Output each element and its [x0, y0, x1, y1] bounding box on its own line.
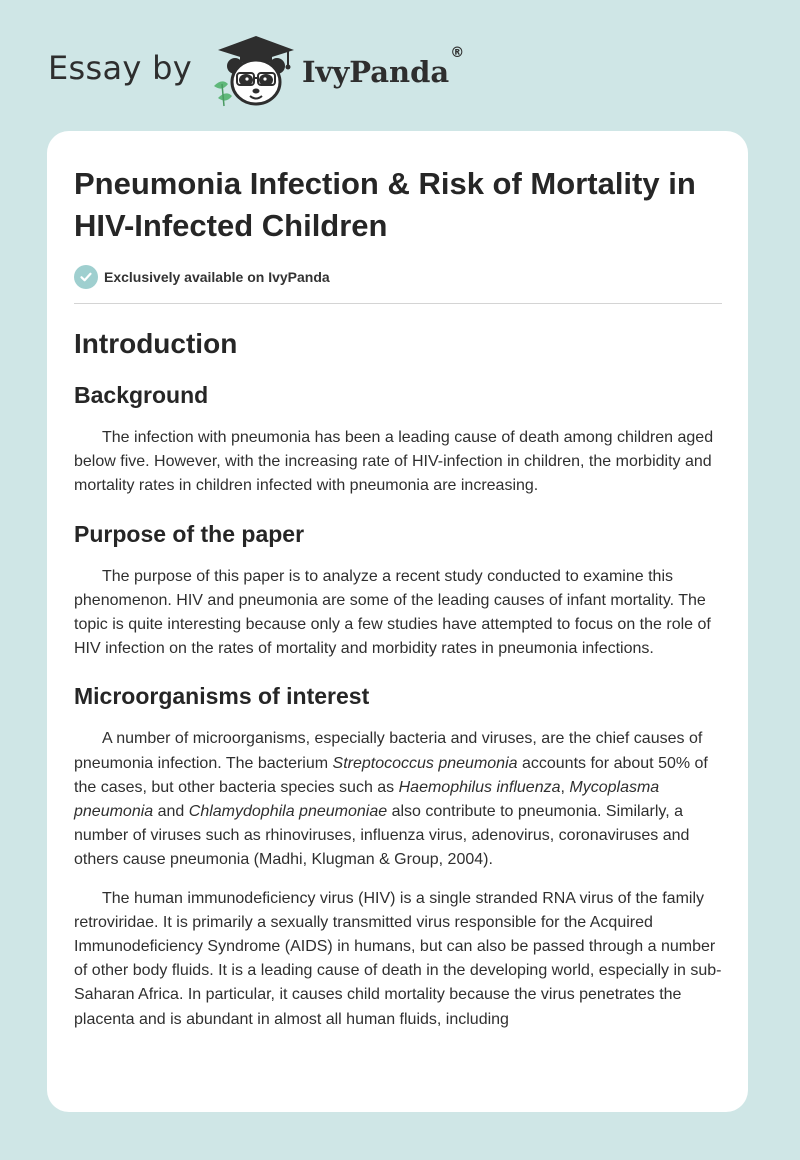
species-name: Haemophilus influenza [398, 778, 561, 796]
divider [74, 303, 722, 304]
brand-name[interactable] [301, 45, 465, 89]
brand-text: IvyPanda [301, 55, 450, 89]
paragraph-purpose: The purpose of this paper is to analyze a recent study conducted to examine this phenomenon. HIV and pneumonia are some of the leading causes of infant mortality. The topic is quite interesting because only a few studies have attempted to focus on the role of HIV infection on the rates of mortality and morbidity rates in pneumonia infections. [74, 567, 711, 658]
text-run: , [560, 778, 570, 796]
heading-background: Background [74, 382, 209, 408]
paragraph-background: The infection with pneumonia has been a leading cause of death among children aged below five. However, with the increasing rate of HIV-infection in children, the morbidity and mortality rates in children infected with pneumonia are increasing. [74, 429, 714, 495]
paragraph-hiv: The human immunodeficiency virus (HIV) is a single stranded RNA virus of the family retroviridae. It is primarily a sexually transmitted virus responsible for the Acquired Immunodeficiency Syndrome (AIDS) in humans, but can also be passed through a number of other body fluids. It is a leading cause of death in the developing world, especially in sub-Saharan Africa. In particular, it causes child mortality because the virus penetrates the placenta and is abundant in almost all human fluids, including [74, 889, 722, 1028]
registered-mark: ® [450, 45, 465, 62]
heading-microorganisms: Microorganisms of interest [74, 683, 370, 710]
paragraph-microorganisms [74, 727, 724, 872]
exclusive-badge [74, 263, 724, 291]
page-title: Pneumonia Infection & Risk of Mortality in HIV-Infected Children [74, 166, 696, 243]
site-header [48, 34, 464, 106]
essay-content [74, 163, 724, 1032]
section-heading-introduction: Introduction [74, 328, 238, 359]
panda-graduate-icon[interactable] [208, 32, 298, 108]
check-icon [74, 265, 98, 289]
text-run: A number of microorganisms, especially bacteria and viruses, are the chief causes of pneumonia infection. The bacterium [74, 730, 703, 772]
species-name: Mycoplasma pneumonia [74, 778, 660, 821]
text-run: and [153, 803, 189, 821]
essay-card [47, 131, 748, 1112]
essay-by-label: Essay by [48, 49, 192, 87]
species-name: Chlamydophila pneumoniae [188, 803, 388, 821]
text-run: accounts for about 50% of the cases, but other bacteria species such as [74, 754, 708, 796]
exclusive-label: Exclusively available on IvyPanda [104, 269, 330, 285]
species-name: Streptococcus pneumonia [332, 754, 518, 772]
heading-purpose: Purpose of the paper [74, 520, 305, 547]
text-run: also contribute to pneumonia. Similarly, a number of viruses such as rhinoviruses, influenza virus, adenovirus, coronaviruses and others cause pneumonia (Madhi, Klugman & Group, 2004). [74, 803, 690, 869]
